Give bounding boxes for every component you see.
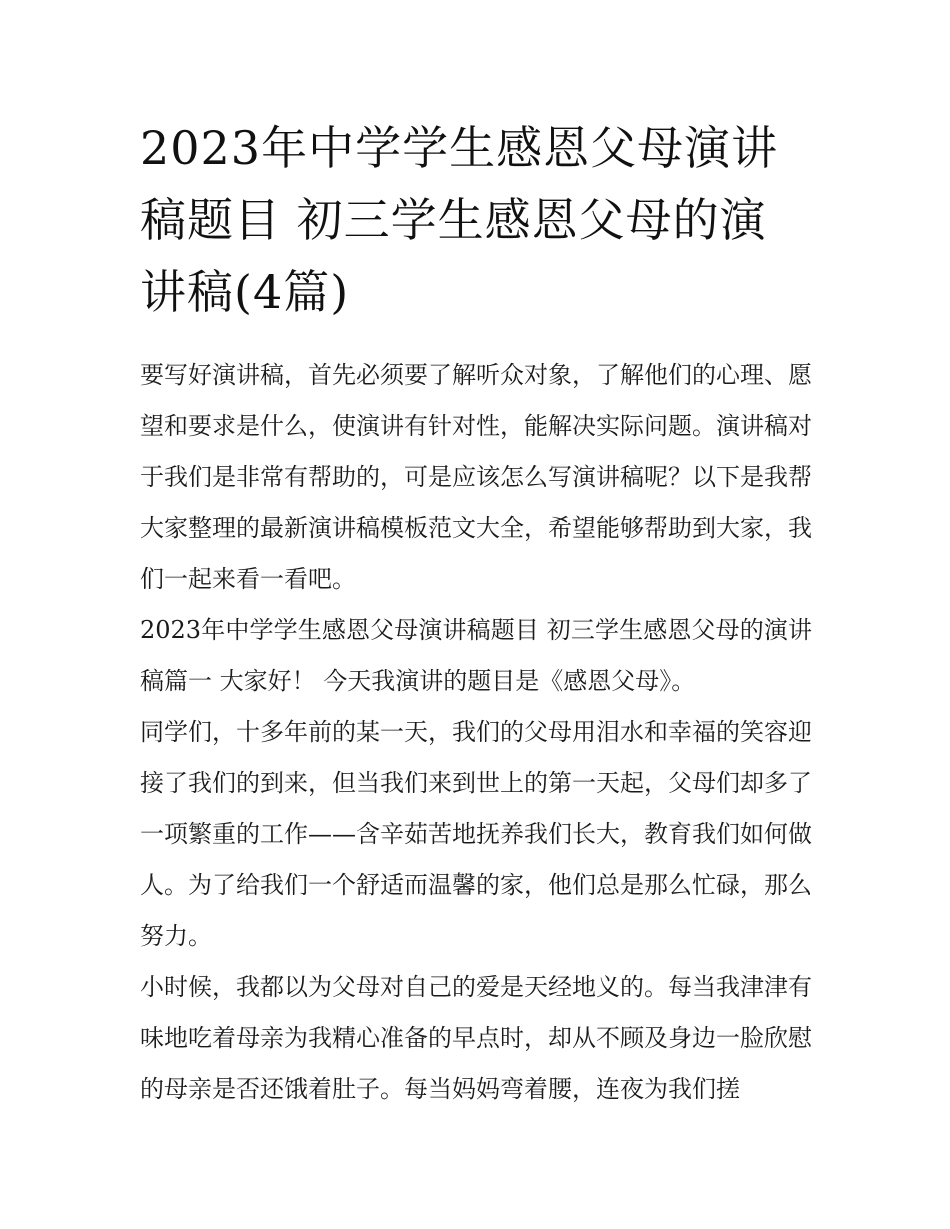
paragraph-3: 小时候，我都以为父母对自己的爱是天经地义的。每当我津津有味地吃着母亲为我精心准备的早点时，却从不顾及身边一脸欣慰的母亲是否还饿着肚子。每当妈妈弯着腰，连夜为我们搓 [140, 973, 812, 1103]
paragraph-heading-1: 2023年中学学生感恩父母演讲稿题目 初三学生感恩父母的演讲稿篇一 大家好！ 今天我演讲的题目是《感恩父母》。 [140, 616, 812, 695]
document-page [140, 112, 812, 1115]
paragraph-2: 同学们，十多年前的某一天，我们的父母用泪水和幸福的笑容迎接了我们的到来，但当我们来到世上的第一天起，父母们却多了一项繁重的工作——含辛茹苦地抚养我们长大，教育我们如何做人。为了给我们一个舒适而温馨的家，他们总是那么忙碌，那么努力。 [140, 718, 812, 950]
document-body [140, 350, 812, 1115]
paragraph-intro: 要写好演讲稿，首先必须要了解听众对象，了解他们的心理、愿望和要求是什么，使演讲有针对性，能解决实际问题。演讲稿对于我们是非常有帮助的，可是应该怎么写演讲稿呢？以下是我帮大家整理的最新演讲稿模板范文大全，希望能够帮助到大家，我们一起来看一看吧。 [140, 361, 812, 593]
document-title: 2023年中学学生感恩父母演讲稿题目 初三学生感恩父母的演讲稿(4篇) [140, 121, 779, 319]
